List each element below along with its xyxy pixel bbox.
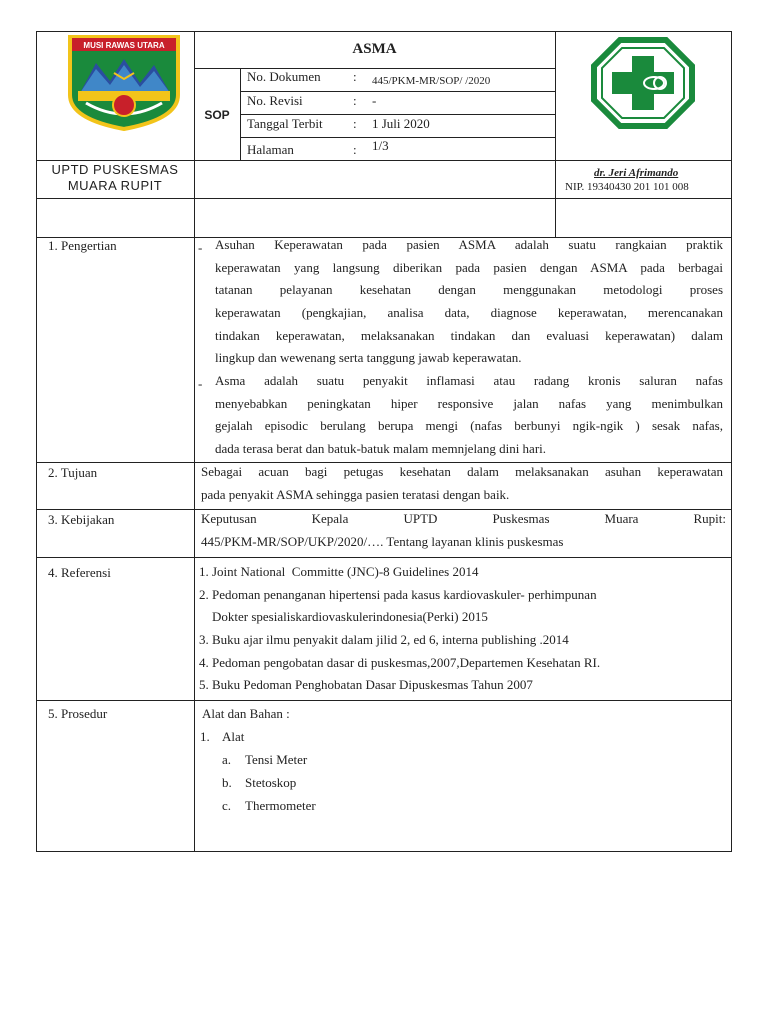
text-line: Asma adalah suatu penyakit inflamasi atau radang kronis saluran nafas	[215, 373, 723, 388]
subitem-text: Tensi Meter	[245, 752, 308, 767]
section-label-kebijakan: 3. Kebijakan	[48, 512, 115, 527]
subitem-text: Thermometer	[245, 798, 316, 813]
field-sep-no-revisi: :	[353, 93, 357, 108]
reference-item: Dokter spesialiskardiovaskulerindonesia(Perki) 2015	[199, 609, 488, 625]
sop-label: SOP	[204, 108, 230, 122]
field-line-1	[240, 91, 555, 92]
field-sep-halaman: :	[353, 142, 357, 157]
text-line: tindakan keperawatan, melaksanakan tindakan dan evaluasi keperawatan) dalam	[215, 327, 723, 343]
reference-item: 3. Buku ajar ilmu penyakit dalam jilid 2, ed 6, interna publishing .2014	[199, 632, 569, 648]
prosedur-list-title: Alat	[222, 729, 245, 744]
text-line: Keputusan Kepala UPTD Puskesmas Muara Rupit:	[201, 511, 726, 526]
musi-rawas-utara-emblem-icon	[66, 33, 182, 131]
subitem-mark: c.	[222, 798, 232, 813]
field-value-no-revisi: -	[372, 93, 377, 108]
header-right-divider	[555, 31, 556, 237]
field-label-halaman: Halaman	[247, 142, 294, 157]
row-line-kebijakan	[36, 557, 732, 558]
bullet-dash: -	[198, 376, 203, 391]
subitem-mark: a.	[222, 752, 232, 767]
field-value-no-dokumen: 445/PKM-MR/SOP/ /2020	[372, 75, 491, 87]
text-line: lingkup dan wewenang serta tanggung jawab keperawatan.	[215, 350, 522, 366]
field-label-tanggal-terbit: Tanggal Terbit	[247, 116, 323, 131]
field-value-halaman: 1/3	[372, 138, 389, 153]
bullet-dash: -	[198, 240, 203, 255]
text-line: tatanan pelayanan kesehatan dengan menggunakan metodologi proses	[215, 282, 723, 298]
text-line: keperawatan (pengkajian, analisa data, diagnose keperawatan, merencanakan	[215, 305, 723, 321]
pengertian-paragraph-2	[215, 370, 723, 461]
text-line: keperawatan yang langsung diberikan pada pasien dengan ASMA pada berbagai	[215, 259, 723, 275]
field-sep-tanggal-terbit: :	[353, 116, 357, 131]
section-label-prosedur: 5. Prosedur	[48, 706, 108, 721]
text-line: Sebagai acuan bagi petugas kesehatan dalam melaksanakan asuhan keperawatan	[201, 464, 723, 479]
subitem-mark: b.	[222, 775, 232, 790]
prosedur-list-number: 1.	[200, 729, 210, 744]
text-line: 445/PKM-MR/SOP/UKP/2020/…. Tentang layanan klinis puskesmas	[201, 533, 564, 549]
field-value-tanggal-terbit: 1 Juli 2020	[372, 116, 430, 131]
reference-item: 1. Joint National Committe (JNC)-8 Guidelines 2014	[199, 564, 479, 579]
header-row-line	[36, 160, 732, 161]
text-line: menyebabkan peningkatan hiper responsive jalan nafas yang menimbulkan	[215, 395, 723, 411]
field-line-3	[240, 137, 555, 138]
section-label-tujuan: 2. Tujuan	[48, 465, 98, 480]
reference-item: 2. Pedoman penanganan hipertensi pada kasus kardiovaskuler- perhimpunan	[199, 586, 597, 602]
text-line: Asuhan Keperawatan pada pasien ASMA adalah suatu rangkaian praktik	[215, 237, 723, 252]
field-label-no-revisi: No. Revisi	[247, 93, 303, 108]
org-name-line2: MUARA RUPIT	[67, 178, 163, 193]
reference-item: 5. Buku Pedoman Penghobatan Dasar Dipuskesmas Tahun 2007	[199, 677, 533, 693]
emblem-banner-text: MUSI RAWAS UTARA	[83, 41, 165, 50]
text-line: dada terasa berat dan batuk-batuk malam memnjelang dini hari.	[215, 441, 547, 457]
section-label-pengertian: 1. Pengertian	[48, 238, 117, 253]
reference-item: 4. Pedoman pengobatan dasar di puskesmas,2007,Departemen Kesehatan RI.	[199, 654, 601, 670]
signer-name: dr. Jeri Afrimando	[594, 167, 679, 179]
referensi-list	[199, 561, 724, 697]
puskesmas-logo-icon	[590, 36, 696, 130]
kebijakan-paragraph	[201, 508, 726, 553]
prosedur-intro: Alat dan Bahan :	[202, 706, 290, 721]
section-label-referensi: 4. Referensi	[48, 565, 111, 580]
text-line: gejalah episodic berulang berupa mengi (nafas berbunyi ngik-ngik ) sesak nafas,	[215, 418, 723, 434]
signer-nip: NIP. 19340430 201 101 008	[565, 181, 689, 193]
label-column-divider	[194, 31, 195, 852]
text-line: pada penyakit ASMA sehingga pasien teratasi dengan baik.	[201, 486, 510, 502]
subitem-text: Stetoskop	[245, 775, 297, 790]
pengertian-paragraph-1	[215, 234, 723, 370]
field-sep-no-dokumen: :	[353, 69, 357, 84]
tujuan-paragraph	[201, 461, 723, 506]
org-row-line	[36, 198, 732, 199]
field-line-2	[240, 114, 555, 115]
row-line-referensi	[36, 700, 732, 701]
document-title: ASMA	[352, 41, 397, 57]
org-name-line1: UPTD PUSKESMAS	[51, 162, 179, 177]
field-label-no-dokumen: No. Dokumen	[247, 69, 321, 84]
